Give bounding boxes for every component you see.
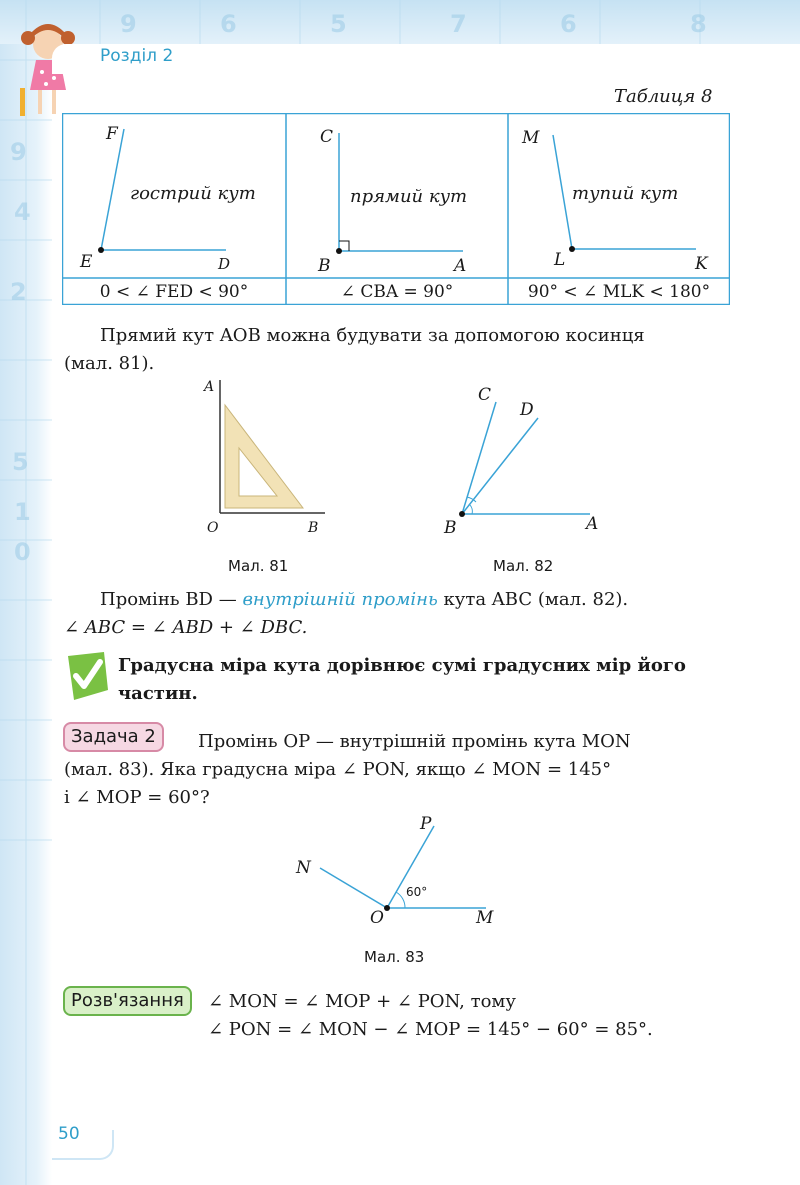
obtuse-angle-label: тупий кут [572,183,679,204]
fig82-label-C: C [478,385,492,405]
left-margin-strip [0,0,52,1185]
svg-text:9: 9 [10,138,27,166]
fig82-label-D: D [520,400,534,420]
chapter-title: Розділ 2 [100,46,174,66]
svg-text:8: 8 [690,10,707,38]
svg-text:4: 4 [14,198,31,226]
point-label-L: L [554,250,566,270]
paragraph-line: (мал. 81). [64,353,155,374]
angle-mon-figure [300,820,500,930]
obtuse-angle-formula: 90° < ∠ MLK < 180° [527,282,711,302]
paragraph-line: Прямий кут AOB можна будувати за допомогою косинця [100,325,645,346]
solution-line: ∠ PON = ∠ MON − ∠ MOP = 145° − 60° = 85°. [208,1019,653,1040]
paragraph-line [100,586,628,614]
point-label-K: K [695,254,708,274]
angle-sum-formula: ∠ ABC = ∠ ABD + ∠ DBC. [64,617,308,638]
fig83-label-N: N [296,858,311,878]
task-badge: Задача 2 [63,722,164,752]
fig83-label-O: O [370,908,384,928]
set-square-figure [195,370,335,530]
top-decorative-strip [0,0,800,44]
internal-ray-term: внутрішній промінь [242,589,438,610]
angle-value-label: 60° [406,885,428,899]
right-angle-formula: ∠ CBA = 90° [340,282,454,302]
figure-caption: Мал. 82 [493,557,554,575]
table-caption: Таблиця 8 [614,86,713,107]
figure-caption: Мал. 81 [228,557,289,575]
paragraph-text: кута ABC (мал. 82). [437,589,629,610]
point-label-A: A [454,256,467,276]
rule-text-line: Градусна міра кута дорівнює сумі градусних мір його [118,655,686,676]
right-angle-label: прямий кут [350,186,468,207]
fig81-label-B: B [308,520,319,536]
task-text-line: і ∠ MOP = 60°? [64,787,210,808]
point-label-F: F [106,124,118,144]
svg-text:1: 1 [14,498,31,526]
point-label-B: B [318,256,331,276]
figure-caption: Мал. 83 [364,948,425,966]
point-label-E: E [80,252,93,272]
solution-badge: Розв'язання [63,986,192,1016]
paragraph-text: Промінь BD — [100,589,243,610]
point-label-M: M [522,128,540,148]
svg-text:6: 6 [560,10,577,38]
acute-angle-label: гострий кут [130,183,256,204]
check-icon [62,650,110,704]
fig83-label-P: P [420,814,432,834]
page-number: 50 [58,1124,80,1144]
point-label-D: D [218,255,231,273]
point-label-C: C [320,127,334,147]
fig81-label-O: O [207,520,219,536]
svg-text:6: 6 [220,10,237,38]
fig82-label-B: B [444,518,457,538]
task-text-line: (мал. 83). Яка градусна міра ∠ PON, якщо ∠ MON = 145° [64,759,612,780]
rule-text-line: частин. [118,683,198,704]
solution-line: ∠ MON = ∠ MOP + ∠ PON, тому [208,991,516,1012]
svg-text:9: 9 [120,10,137,38]
fig83-label-M: M [476,908,494,928]
svg-text:5: 5 [12,448,29,476]
svg-text:0: 0 [14,538,31,566]
task-text-line: Промінь OP — внутрішній промінь кута MON [198,731,631,752]
svg-text:2: 2 [10,278,27,306]
acute-angle-formula: 0 < ∠ FED < 90° [99,282,249,302]
fig82-label-A: A [586,514,599,534]
fig81-label-A: A [204,379,215,395]
svg-text:7: 7 [450,10,467,38]
svg-text:5: 5 [330,10,347,38]
